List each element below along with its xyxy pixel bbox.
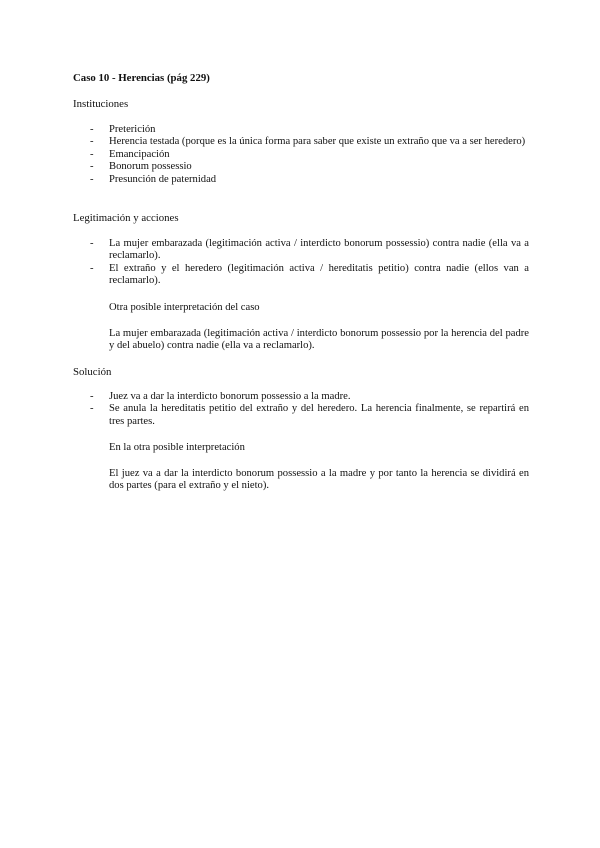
- list-item: - La mujer embarazada (legitimación activa / interdicto bonorum possessio) contra nadie (ella va a reclamarlo).: [90, 238, 529, 262]
- bullet-dash: -: [90, 124, 94, 135]
- solucion-alt-heading: En la otra posible interpretación: [109, 442, 245, 453]
- list-item: - Presunción de paternidad: [90, 173, 217, 185]
- list-item: - Bonorum possessio: [90, 161, 192, 173]
- bullet-dash: -: [90, 161, 94, 173]
- bullet-dash: -: [90, 238, 94, 249]
- bullet-dash: -: [90, 391, 94, 402]
- list-item: - El extraño y el heredero (legitimación activa / hereditatis petitio) contra nadie (ellos van a reclamarlo).: [90, 262, 529, 287]
- bullet-dash: -: [90, 173, 94, 185]
- solucion-list: [73, 391, 529, 428]
- bullet-dash: -: [90, 136, 94, 148]
- list-item: - Juez va a dar la interdicto bonorum possessio a la madre.: [90, 391, 351, 402]
- section-heading-legitimacion: Legitimación y acciones: [73, 212, 179, 224]
- bullet-dash: -: [90, 148, 94, 160]
- bullet-dash: -: [90, 403, 94, 415]
- list-item: - Herencia testada (porque es la única forma para saber que existe un extraño que va a ser heredero): [90, 136, 526, 148]
- list-item: - Emancipación: [90, 148, 170, 160]
- alt-interpretation-text: La mujer embarazada (legitimación activa / interdicto bonorum possessio por la herencia del padre y del abuelo) contra nadie (ella va a reclamarlo).: [109, 328, 529, 352]
- solucion-alt-text: El juez va a dar la interdicto bonorum possessio a la madre y por tanto la herencia se dividirá en dos partes (para el extraño y el nieto).: [109, 468, 529, 492]
- document-title: Caso 10 - Herencias (pág 229): [73, 72, 210, 84]
- section-heading-instituciones: Instituciones: [73, 98, 129, 110]
- bullet-dash: -: [90, 262, 94, 274]
- legitimacion-list: [73, 238, 529, 288]
- alt-interpretation-heading: Otra posible interpretación del caso: [109, 302, 260, 313]
- list-item: - Preterición: [90, 124, 156, 135]
- section-heading-solucion: Solución: [73, 366, 112, 378]
- instituciones-list: [73, 124, 529, 186]
- list-item: - Se anula la hereditatis petitio del extraño y del heredero. La herencia finalmente, se repartirá en tres partes.: [90, 403, 529, 427]
